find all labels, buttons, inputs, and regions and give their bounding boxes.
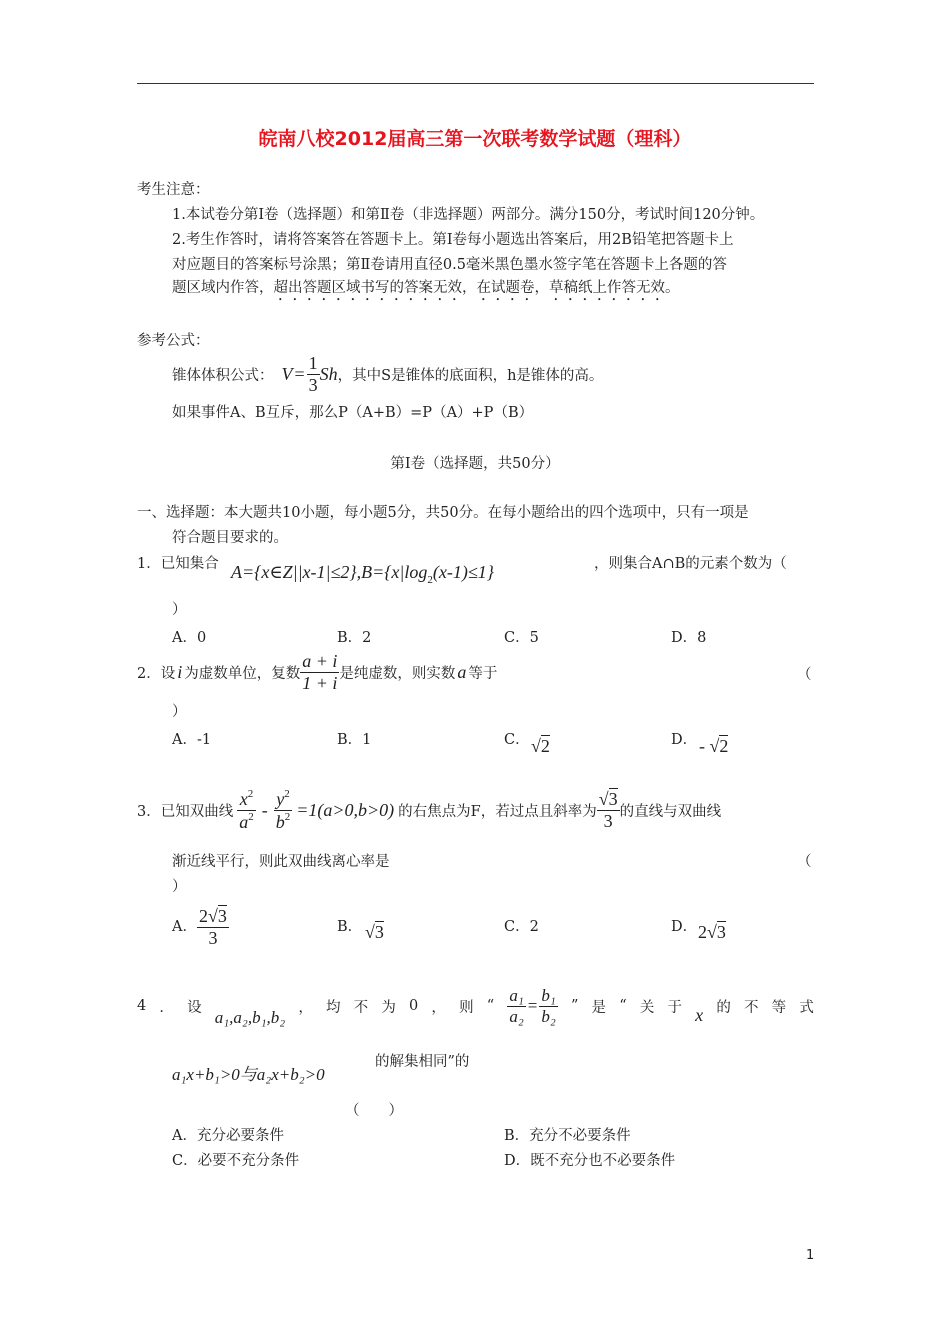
radicand: 3: [608, 788, 618, 809]
question-3-close-paren: ）: [172, 879, 187, 895]
q3-option-b-value: √3: [365, 922, 384, 942]
q1-option-b: B．2: [337, 630, 372, 646]
q2-mid-1: 为虚数单位，复数: [184, 665, 301, 682]
question-3-open-paren: （: [797, 854, 812, 870]
question-4-stem: [137, 978, 814, 1034]
q3-option-b-label: B．: [337, 919, 363, 935]
question-2-close-paren: ）: [172, 704, 187, 720]
q4-dot: ．: [159, 999, 174, 1016]
question-2-stem: [137, 648, 497, 696]
q1-option-d: D．8: [671, 630, 707, 646]
q2-option-d-label: D．: [671, 732, 698, 748]
q4-inequalities: a₁x+b₁>0与a₂x+b₂>0: [172, 1065, 325, 1084]
symbol-v: V: [281, 363, 293, 384]
hyperbola-condition: =1(a>0,b>0): [296, 799, 395, 820]
symbol-x: x: [695, 1005, 704, 1025]
q3-prefix: 3．已知双曲线: [137, 803, 234, 820]
question-1-suffix: ，则集合A∩B的元素个数为（: [594, 556, 787, 572]
x-squared-over-a-squared: [237, 788, 256, 832]
fraction-denominator: 1 + i: [302, 672, 338, 693]
exponent: 2: [247, 787, 254, 800]
q4-char: 则: [459, 999, 474, 1016]
coefficient: 2: [698, 922, 707, 942]
question-3-line-2: 渐近线平行，则此双曲线离心率是: [172, 854, 390, 870]
radicand: 2: [719, 736, 729, 756]
symbol-y: y: [276, 788, 285, 809]
q2-option-b: B．1: [337, 732, 372, 748]
cone-description: ，其中S是锥体的底面积，h是锥体的高。: [337, 367, 604, 384]
q2-option-c-value: √2: [531, 736, 550, 756]
question-1-sets: [231, 562, 494, 586]
q1-option-a: A．0: [172, 630, 207, 646]
q1-option-c: C．5: [504, 630, 539, 646]
fraction-denominator: 3: [208, 927, 218, 948]
q3-option-a-label: A．: [172, 919, 197, 935]
emphasized-warning: 超出答题区域书写的答案无效，在试题卷，草稿纸上作答无效。: [273, 280, 680, 296]
slope-fraction: $\frac{√3}{3}$: [598, 788, 618, 831]
fraction: $\frac{2√3}{3}$: [199, 906, 227, 948]
fraction-denominator: 3: [603, 810, 613, 831]
q4-char: 于: [667, 999, 682, 1016]
radicand: 3: [374, 922, 384, 942]
notice-item-2-line-3-plain: 题区域内作答，: [172, 280, 274, 296]
q4-inequalities-tail: 的解集相同”的: [375, 1054, 470, 1070]
q4-char: “: [619, 998, 627, 1014]
volume-1-heading: 第Ⅰ卷（选择题，共50分）: [390, 456, 560, 472]
q4-char: ，: [298, 999, 313, 1016]
exponent: 2: [284, 810, 291, 823]
complex-fraction: [300, 651, 339, 693]
page-title: 皖南八校2012届高三第一次联考数学试题（理科）: [258, 128, 692, 150]
q2-suffix: 等于: [468, 665, 498, 682]
mutually-exclusive-formula: 如果事件A、B互斥，那么P（A+B）=P（A）+P（B）: [172, 405, 534, 421]
q4-char: 不: [353, 999, 369, 1016]
equals-sign: =: [294, 363, 305, 384]
q4-char: 为: [381, 999, 396, 1016]
notice-item-2-line-3: [172, 276, 680, 304]
log-base: 2: [427, 574, 433, 586]
q4-char: 是: [591, 999, 607, 1016]
q4-number: 4: [137, 998, 147, 1014]
minus-sign: -: [699, 736, 705, 756]
fraction-denominator: a₂: [509, 1006, 524, 1026]
fraction-b1-b2: [539, 986, 557, 1026]
symbol-a: a: [457, 661, 467, 682]
symbol-b: b: [275, 811, 285, 832]
question-2-open-paren: （: [797, 667, 812, 683]
q2-prefix: 2．设: [137, 665, 176, 682]
q4-char: ”: [570, 998, 579, 1014]
notice-item-1: 1.本试卷分第Ⅰ卷（选择题）和第Ⅱ卷（非选择题）两部分。满分150分，考试时间120分钟。: [172, 207, 765, 223]
q4-char: “: [486, 998, 495, 1014]
q4-option-a: A．充分必要条件: [172, 1128, 284, 1144]
fraction-numerator: a₁: [509, 985, 524, 1005]
section-1-instructions-line-2: 符合题目要求的。: [172, 530, 288, 546]
q2-option-c-label: C．: [504, 732, 530, 748]
symbol-sh: Sh: [319, 363, 338, 384]
symbol-i: i: [177, 661, 183, 682]
q4-option-b: B．充分不必要条件: [504, 1128, 631, 1144]
fraction-numerator: b₁: [541, 985, 556, 1005]
fraction-numerator: a + i: [302, 650, 338, 671]
question-1-close-paren: ）: [172, 602, 187, 618]
q3-option-d-value: 2√3: [698, 922, 726, 942]
q2-option-a: A．-1: [172, 732, 212, 748]
formulas-heading: 参考公式：: [137, 333, 210, 349]
set-definition-b: (x-1)≤1}: [432, 562, 494, 582]
set-definition-a: A={x∈Z||x-1|≤2},B={x|log: [231, 562, 428, 582]
fraction-a1-a2: [507, 986, 525, 1026]
radicand: 3: [716, 922, 726, 942]
fraction-numerator: 1: [308, 352, 318, 373]
fraction-denominator: b₂: [541, 1006, 556, 1026]
q3-option-a-value: [197, 906, 229, 948]
q2-mid-2: 是纯虚数，则实数: [339, 665, 456, 682]
q4-char: 等: [771, 999, 787, 1016]
exponent: 2: [284, 787, 290, 800]
q4-option-c: C．必要不充分条件: [172, 1153, 300, 1169]
q4-char: 关: [639, 999, 655, 1016]
minus-sign: -: [261, 799, 268, 820]
q3-option-c: C．2: [504, 919, 539, 935]
q4-option-d: D．既不充分也不必要条件: [504, 1153, 676, 1169]
coefficient: 2: [199, 906, 208, 926]
notice-heading: 考生注意：: [137, 182, 210, 198]
q4-char: 不: [744, 999, 759, 1016]
notice-item-2-line-1: 2.考生作答时，请将答案答在答题卡上。第Ⅰ卷每小题选出答案后，用2B铅笔把答题卡上: [172, 232, 734, 248]
q4-char: 式: [799, 999, 814, 1016]
radicand: 3: [217, 906, 227, 926]
q4-variables: a₁,a₂,b₁,b₂: [214, 1008, 286, 1027]
cone-volume-formula: [172, 352, 603, 396]
q4-char: ，: [431, 999, 446, 1016]
q3-tail: 的直线与双曲线: [619, 803, 722, 820]
q4-char: 0: [409, 998, 419, 1014]
page-number: 1: [806, 1248, 815, 1263]
q4-char: 设: [187, 999, 202, 1016]
radicand: 2: [540, 736, 550, 756]
cone-label: 锥体体积公式：: [172, 367, 274, 384]
ratio-equality: $\frac{\text{a₁}}{\text{a₂}}$ = $\frac{\text{b₁}}{\text{b₂}}$: [509, 985, 556, 1026]
fraction-denominator: 3: [308, 374, 318, 395]
question-1-prefix: 1．已知集合: [137, 556, 219, 572]
q3-mid: 的右焦点为F，若过点且斜率为: [398, 803, 597, 820]
section-1-instructions-line-1: 一、选择题：本大题共10小题，每小题5分，共50分。在每小题给出的四个选项中，只有一项是: [137, 505, 749, 521]
header-rule: [137, 83, 814, 84]
q4-char: 的: [716, 999, 731, 1016]
symbol-a: a: [239, 811, 249, 832]
q3-option-d-label: D．: [671, 919, 698, 935]
q4-answer-paren: （ ）: [345, 1103, 403, 1119]
q2-option-d-value: - √2: [699, 736, 729, 756]
q4-char: 均: [325, 999, 341, 1016]
notice-item-2-line-2: 对应题目的答案标号涂黑；第Ⅱ卷请用直径0.5毫米黑色墨水签字笔在答题卡上各题的答: [172, 257, 727, 273]
symbol-x: x: [239, 788, 248, 809]
exponent: 2: [248, 810, 254, 823]
fraction-one-third: [307, 353, 320, 395]
y-squared-over-b-squared: [274, 788, 293, 832]
question-3-stem: [137, 784, 721, 836]
